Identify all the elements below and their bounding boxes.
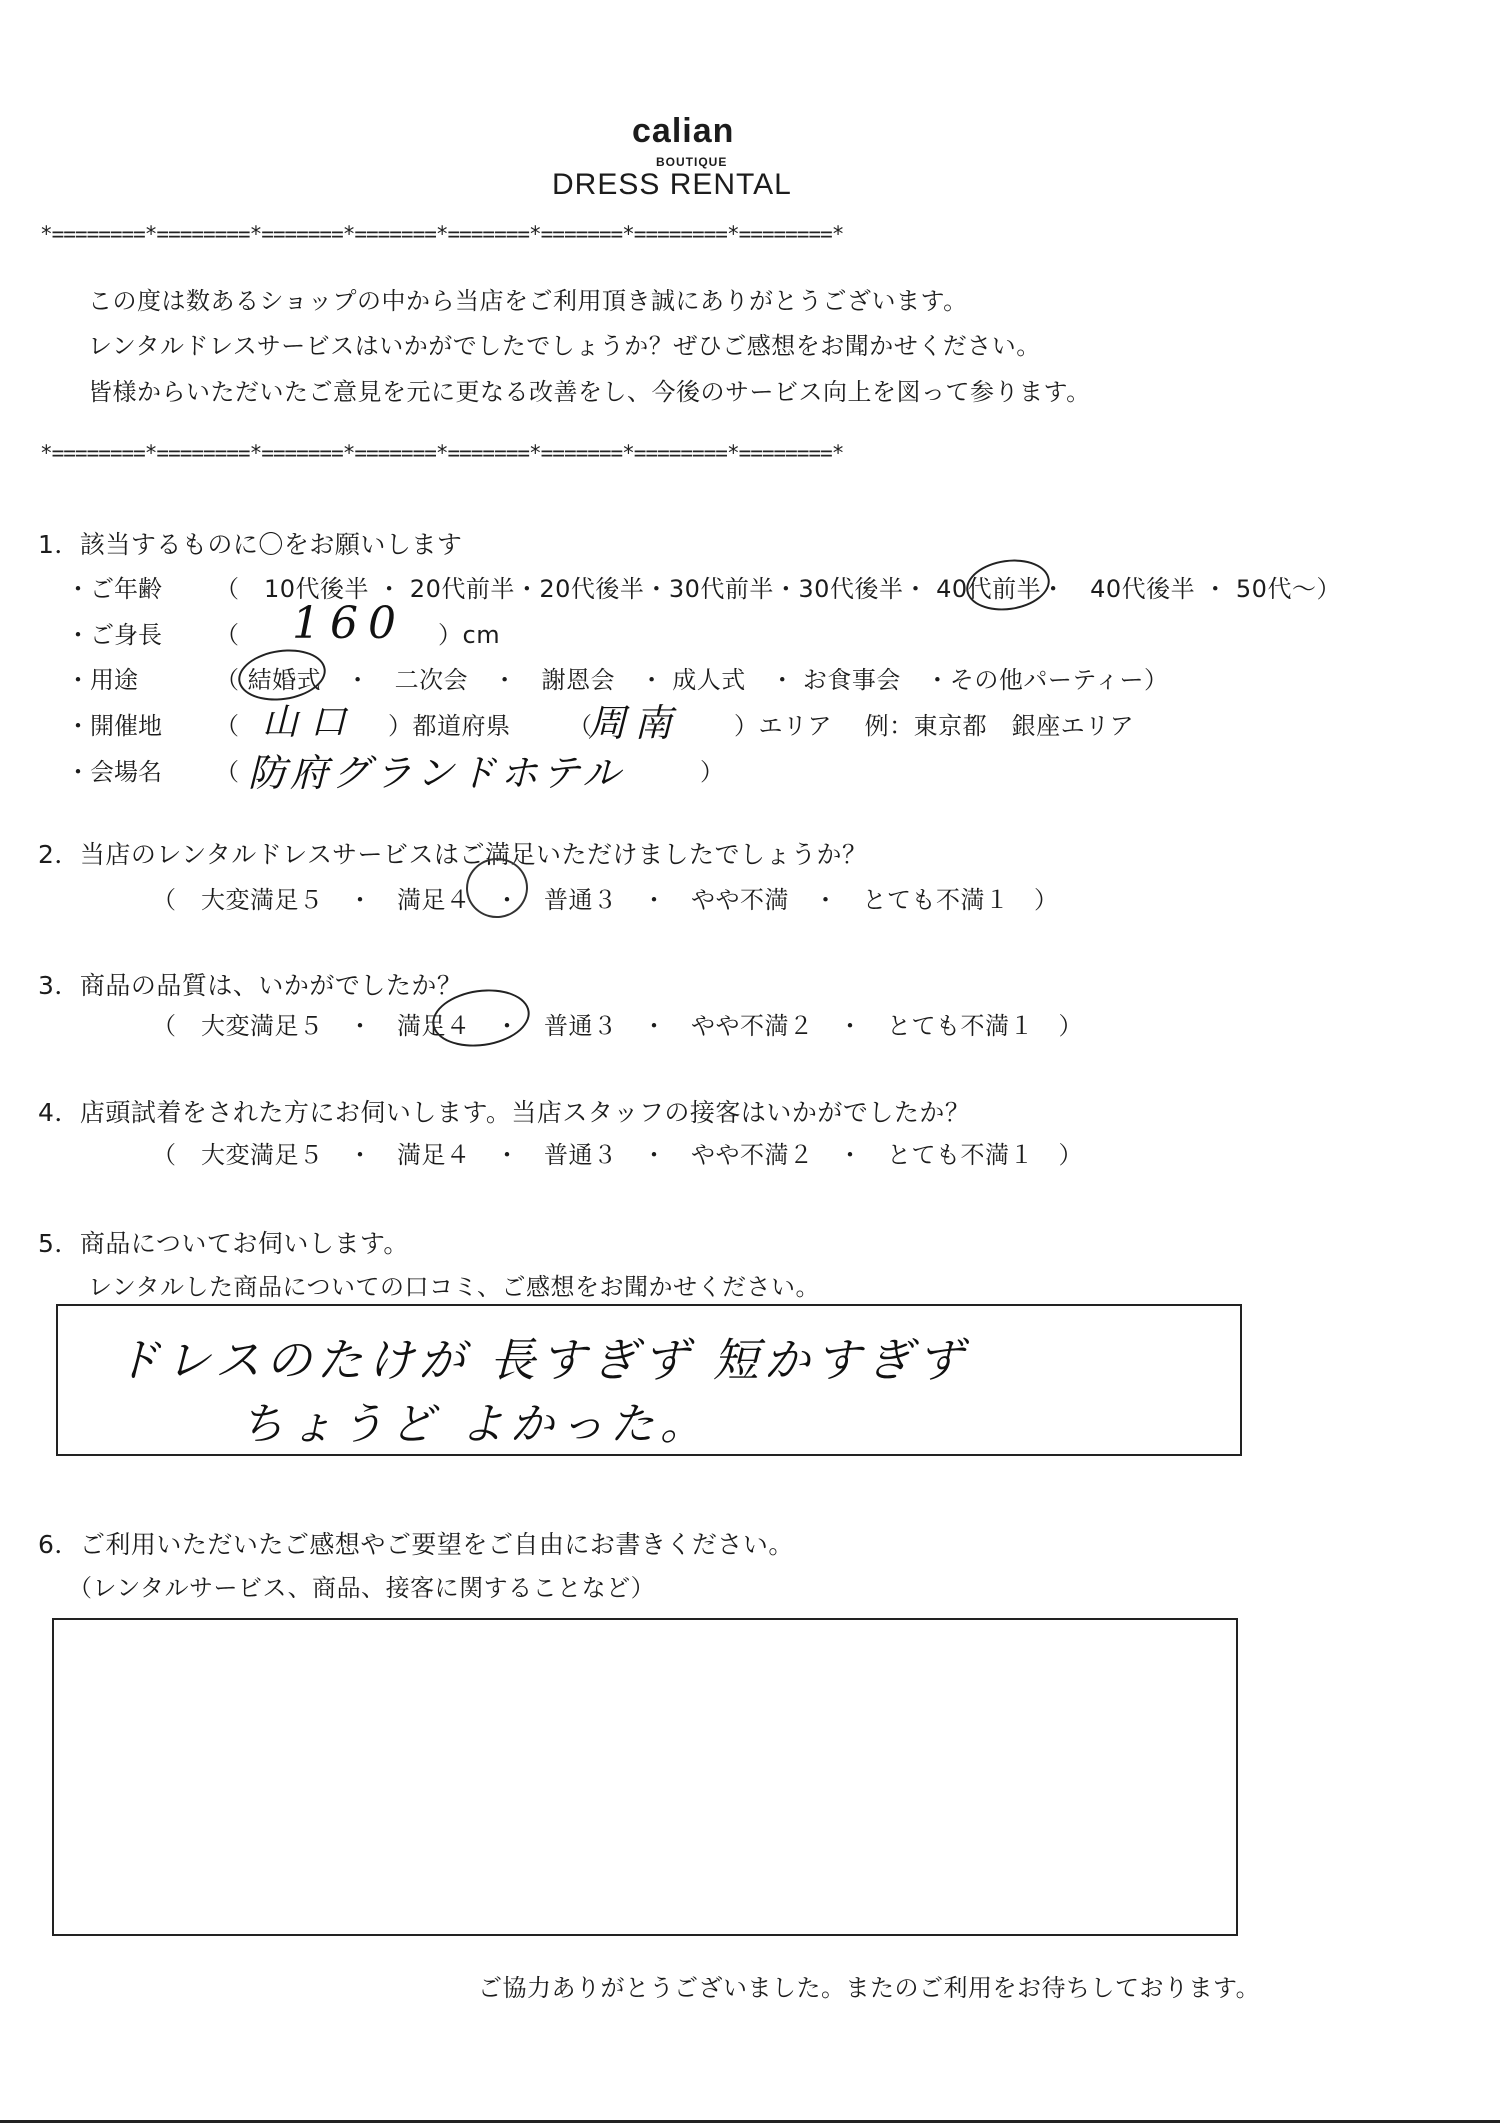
venue-prefecture-value: 山口 — [262, 702, 359, 743]
q4-options: （ 大変満足５ ・ 満足４ ・ 普通３ ・ やや不満２ ・ とても不満１ ） — [152, 1141, 1083, 1169]
venue-pref-close: ）都道府県 — [388, 712, 511, 740]
height-close: ）cm — [438, 621, 501, 649]
age-selected-circle — [963, 554, 1053, 615]
q2-title: 2．当店のレンタルドレスサービスはご満足いただけましたでしょうか？ — [38, 840, 868, 869]
venue-label: ・開催地 — [66, 712, 162, 740]
q5-subtitle: レンタルした商品についての口コミ、ご感想をお聞かせください。 — [88, 1273, 820, 1301]
brand-logo: calian — [632, 112, 735, 150]
age-label: ・ご年齢 — [66, 575, 162, 603]
bottom-rule — [0, 2120, 1500, 2123]
q6-subtitle: （レンタルサービス、商品、接客に関することなど） — [68, 1574, 656, 1602]
q5-answer-box[interactable] — [56, 1304, 1242, 1456]
divider-top: *========*========*=======*=======*=======*=======*========*========* — [40, 222, 844, 246]
venue-area-value: 周南 — [588, 701, 681, 745]
purpose-label: ・用途 — [66, 666, 138, 694]
height-open: （ — [215, 621, 240, 649]
intro-line-3: 皆様からいただいたご意見を元に更なる改善をし、今後のサービス向上を図って参ります。 — [88, 378, 1091, 406]
q4-title: 4．店頭試着をされた方にお伺いします。当店スタッフの接客はいかがでしたか？ — [38, 1098, 971, 1127]
intro-line-1: この度は数あるショップの中から当店をご利用頂き誠にありがとうございます。 — [88, 287, 968, 315]
closing-message: ご協力ありがとうございました。またのご利用をお待ちしております。 — [478, 1974, 1261, 2002]
hall-value: 防府グランドホテル — [248, 751, 625, 795]
purpose-options: （ 結婚式 ・ 二次会 ・ 謝恩会 ・ 成人式 ・ お食事会 ・その他パーティー） — [215, 666, 1169, 694]
q1-title: 1．該当するものに〇をお願いします — [38, 530, 463, 559]
intro-line-2: レンタルドレスサービスはいかがでしたでしょうか？ぜひご感想をお聞かせください。 — [88, 332, 1041, 360]
hall-open: （ — [215, 758, 240, 786]
hall-close: ） — [700, 758, 725, 786]
hall-label: ・会場名 — [66, 758, 162, 786]
venue-pref-open: （ — [215, 712, 240, 740]
venue-area-close: ）エリア 例：東京都 銀座エリア — [734, 712, 1135, 740]
q6-title: 6．ご利用いただいたご感想やご要望をご自由にお書きください。 — [38, 1530, 794, 1559]
q2-options: （ 大変満足５ ・ 満足４ ・ 普通３ ・ やや不満 ・ とても不満１ ） — [152, 886, 1059, 914]
age-options: （ 10代後半 ・ 20代前半・20代後半・30代前半・30代後半・ 40代前半・ 40代後半 ・ 50代～） — [215, 575, 1341, 603]
q3-options: （ 大変満足５ ・ 満足４ ・ 普通３ ・ やや不満２ ・ とても不満１ ） — [152, 1012, 1083, 1040]
q5-title: 5．商品についてお伺いします。 — [38, 1229, 409, 1258]
q3-title: 3．商品の品質は、いかがでしたか？ — [38, 971, 463, 1000]
dress-rental-title: DRESS RENTAL — [552, 168, 792, 201]
venue-area-open: （ — [568, 712, 593, 740]
height-value: 160 — [292, 598, 406, 649]
brand-logo-sub: BOUTIQUE — [656, 155, 728, 169]
height-label: ・ご身長 — [66, 621, 162, 649]
q5-answer-line-2: ちょうど よかった。 — [240, 1399, 710, 1450]
divider-middle: *========*========*=======*=======*=======*=======*========*========* — [40, 441, 844, 465]
q5-answer-line-1: ドレスのたけが 長すぎず 短かすぎず — [114, 1333, 968, 1387]
q6-answer-box[interactable] — [52, 1618, 1238, 1936]
